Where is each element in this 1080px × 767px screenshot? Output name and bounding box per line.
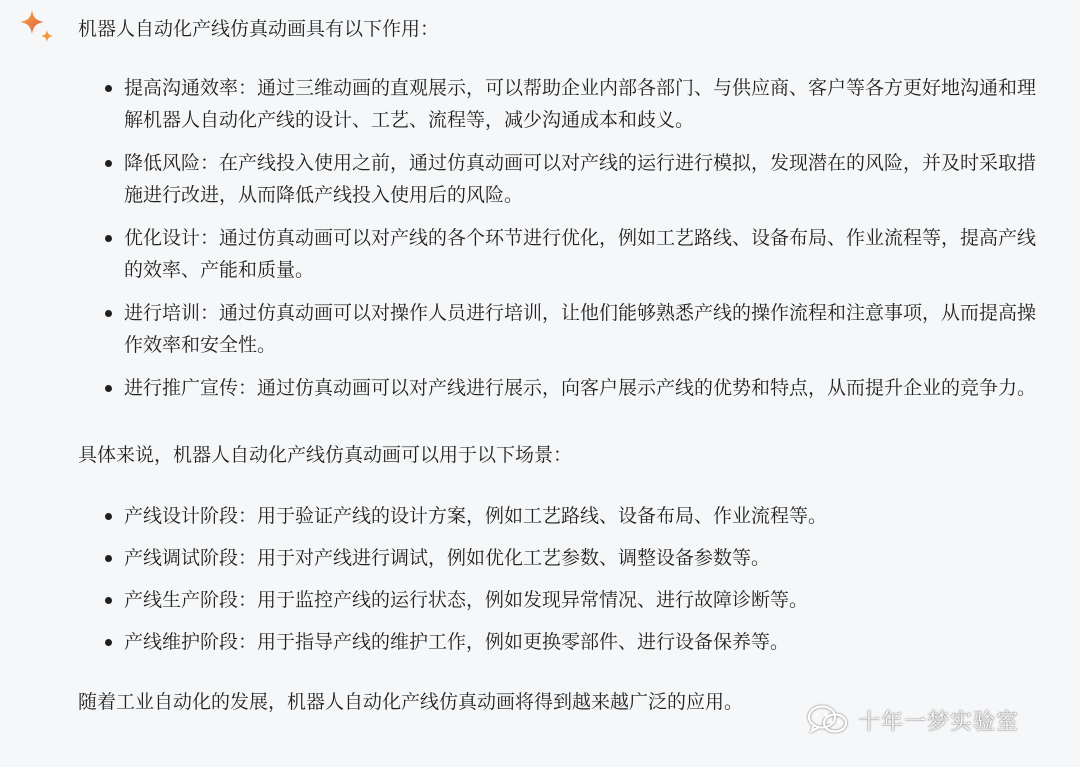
- sparkle-icon: [18, 8, 58, 48]
- watermark: [806, 700, 1019, 740]
- scenarios-intro-text: 具体来说，机器人自动化产线仿真动画可以用于以下场景：: [78, 444, 573, 466]
- list-item: 产线设计阶段：用于验证产线的设计方案，例如工艺路线、设备布局、作业流程等。: [78, 500, 1053, 532]
- intro-text: 机器人自动化产线仿真动画具有以下作用：: [78, 18, 440, 40]
- response-content: [78, 13, 1053, 718]
- benefits-list: [78, 72, 1053, 404]
- list-item: 产线调试阶段：用于对产线进行调试，例如优化工艺参数、调整设备参数等。: [78, 542, 1053, 574]
- list-item: 产线维护阶段：用于指导产线的维护工作，例如更换零部件、进行设备保养等。: [78, 626, 1053, 658]
- list-item: 优化设计：通过仿真动画可以对产线的各个环节进行优化，例如工艺路线、设备布局、作业流程等，提高产线的效率、产能和质量。: [78, 222, 1053, 286]
- watermark-text: 十年一梦实验室: [858, 709, 1020, 735]
- scenarios-list: [78, 500, 1053, 658]
- list-item: 进行培训：通过仿真动画可以对操作人员进行培训，让他们能够熟悉产线的操作流程和注意事项，从而提高操作效率和安全性。: [78, 297, 1053, 361]
- list-item: 进行推广宣传：通过仿真动画可以对产线进行展示，向客户展示产线的优势和特点，从而提升企业的竞争力。: [78, 372, 1053, 404]
- list-item: 提高沟通效率：通过三维动画的直观展示，可以帮助企业内部各部门、与供应商、客户等各方更好地沟通和理解机器人自动化产线的设计、工艺、流程等，减少沟通成本和歧义。: [78, 72, 1053, 136]
- list-item: 产线生产阶段：用于监控产线的运行状态，例如发现异常情况、进行故障诊断等。: [78, 584, 1053, 616]
- list-item: 降低风险：在产线投入使用之前，通过仿真动画可以对产线的运行进行模拟，发现潜在的风险，并及时采取措施进行改进，从而降低产线投入使用后的风险。: [78, 147, 1053, 211]
- conclusion-text: 随着工业自动化的发展，机器人自动化产线仿真动画将得到越来越广泛的应用。: [78, 691, 744, 713]
- wechat-icon: [806, 703, 850, 737]
